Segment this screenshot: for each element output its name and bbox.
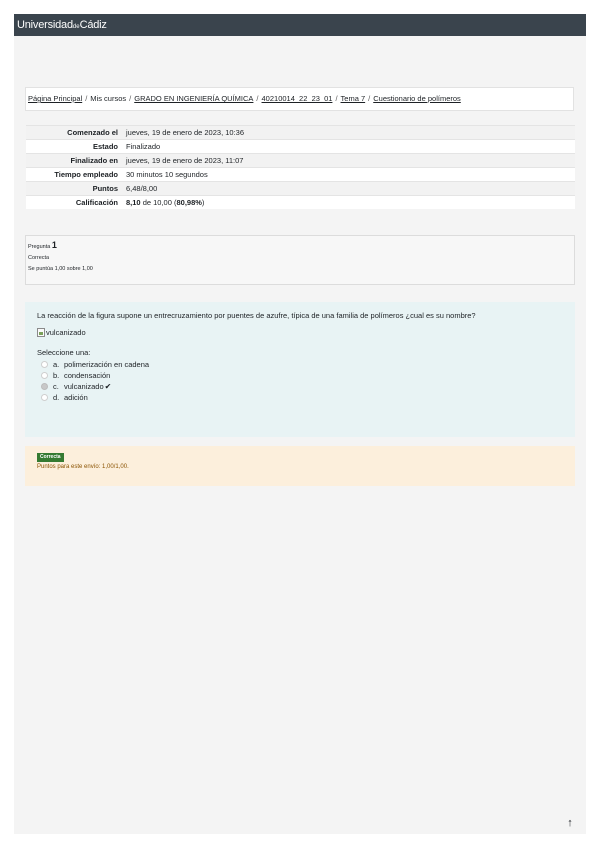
answer-prompt: Seleccione una: — [37, 348, 91, 357]
summary-label: Puntos — [26, 182, 122, 196]
image-alt-text: vulcanizado — [46, 327, 86, 337]
summary-label: Comenzado el — [26, 126, 122, 140]
question-grade: Se puntúa 1,00 sobre 1,00 — [28, 266, 93, 272]
breadcrumb-separator: / — [129, 94, 132, 103]
summary-label: Estado — [26, 140, 122, 154]
summary-value: jueves, 19 de enero de 2023, 11:07 — [122, 154, 575, 168]
breadcrumb-course[interactable]: 40210014_22_23_01 — [261, 94, 333, 103]
summary-label: Tiempo empleado — [26, 168, 122, 182]
grade-percent: 80,98% — [176, 198, 202, 207]
option-letter: b. — [53, 371, 60, 380]
option-letter: a. — [53, 360, 60, 369]
summary-row-time-taken — [26, 168, 575, 182]
option-letter: d. — [53, 393, 60, 402]
option-letter: c. — [53, 382, 59, 391]
breadcrumb-separator: / — [368, 94, 371, 103]
summary-grade-value: 8,10 de 10,00 (80,98%) — [122, 196, 575, 210]
question-image — [37, 326, 563, 338]
question-number: Pregunta 1 — [28, 240, 57, 250]
option-label: vulcanizado — [64, 382, 104, 391]
attempt-summary-table — [26, 125, 575, 209]
breadcrumb-topic[interactable]: Tema 7 — [340, 94, 366, 103]
correct-badge: Correcta — [37, 453, 64, 462]
option-label: condensación — [64, 371, 111, 380]
feedback-box — [25, 446, 575, 486]
breadcrumb-degree[interactable]: GRADO EN INGENIERÍA QUÍMICA — [134, 94, 254, 103]
radio-button[interactable] — [41, 361, 48, 368]
summary-value: 6,48/8,00 — [122, 182, 575, 196]
summary-value: 30 minutos 10 segundos — [122, 168, 575, 182]
summary-value: Finalizado — [122, 140, 575, 154]
breadcrumb-quiz[interactable]: Cuestionario de polímeros — [373, 94, 461, 103]
summary-label: Calificación — [26, 196, 122, 210]
radio-button-selected[interactable] — [41, 383, 48, 390]
feedback-points: Puntos para este envío: 1,00/1,00. — [37, 464, 129, 470]
breadcrumb-my-courses: Mis cursos — [90, 94, 127, 103]
radio-button[interactable] — [41, 394, 48, 401]
broken-image-icon — [37, 328, 45, 337]
breadcrumb — [25, 87, 574, 111]
site-header — [14, 14, 586, 36]
question-state: Correcta — [28, 255, 50, 261]
answer-option-d[interactable] — [37, 392, 563, 403]
radio-button[interactable] — [41, 372, 48, 379]
question-info — [25, 235, 575, 285]
answer-options — [37, 359, 563, 403]
summary-label: Finalizado en — [26, 154, 122, 168]
page-frame — [14, 14, 586, 834]
summary-row-state — [26, 140, 575, 154]
summary-row-finished — [26, 154, 575, 168]
answer-option-c[interactable] — [37, 381, 563, 392]
question-body — [25, 302, 575, 437]
grade-score: 8,10 — [126, 198, 141, 207]
summary-row-points — [26, 182, 575, 196]
summary-row-started — [26, 126, 575, 140]
option-label: adición — [64, 393, 88, 402]
breadcrumb-separator: / — [85, 94, 88, 103]
checkmark-icon: ✔ — [104, 382, 112, 391]
summary-value: jueves, 19 de enero de 2023, 10:36 — [122, 126, 575, 140]
breadcrumb-home[interactable]: Página Principal — [28, 94, 83, 103]
breadcrumb-separator: / — [256, 94, 259, 103]
answer-option-a[interactable] — [37, 359, 563, 370]
summary-row-grade — [26, 196, 575, 210]
answer-option-b[interactable] — [37, 370, 563, 381]
breadcrumb-separator: / — [335, 94, 338, 103]
option-label: polimerización en cadena — [64, 360, 150, 369]
arrow-up-icon[interactable]: ↑ — [567, 817, 573, 829]
site-logo[interactable]: UniversidaddeCádiz — [17, 19, 107, 31]
question-text: La reacción de la figura supone un entrecruzamiento por puentes de azufre, típica de una familia de polímeros ¿cual es su nombre? — [37, 311, 476, 320]
